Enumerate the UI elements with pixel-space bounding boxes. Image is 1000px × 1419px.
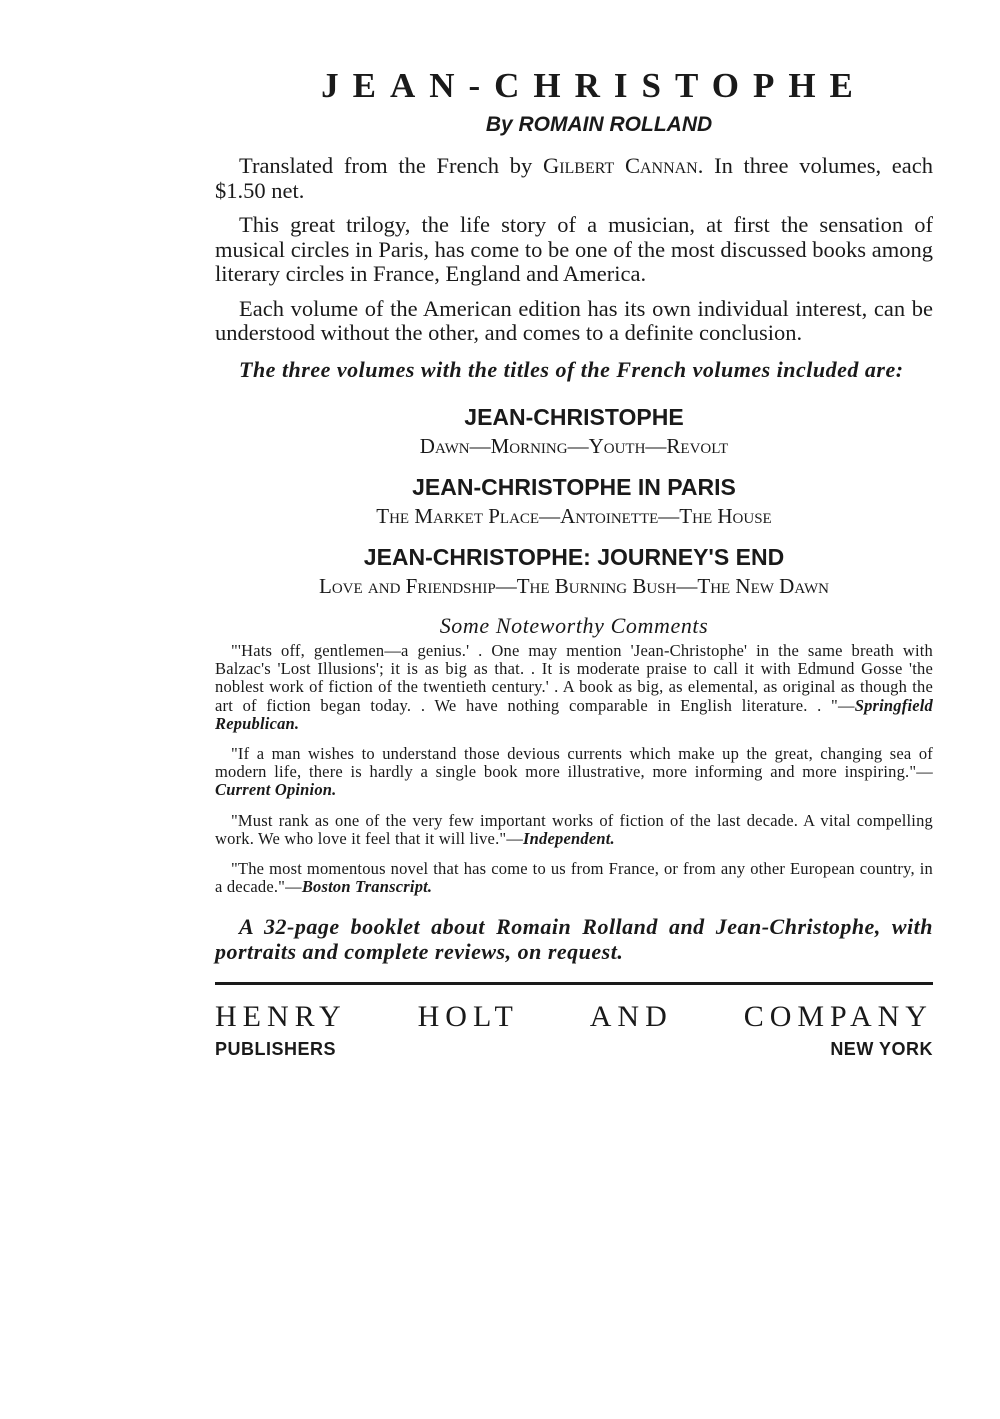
publisher-name	[215, 1001, 933, 1033]
advertisement-page	[215, 64, 933, 1060]
volume-2-title: JEAN-CHRISTOPHE IN PARIS	[412, 474, 736, 500]
quote-source: Boston Transcript.	[301, 877, 433, 897]
author-byline: By ROMAIN ROLLAND	[485, 113, 713, 136]
quote-independent	[215, 812, 933, 848]
volume-1-title: JEAN-CHRISTOPHE	[464, 404, 684, 430]
quote-text: "Must rank as one of the very few important works of fiction of the last decade. A vital compelling work. We who love it feel that it will live."—	[215, 810, 933, 848]
quote-source: Springfield Republican.	[215, 695, 933, 733]
quote-text: "'Hats off, gentlemen—a genius.' . One may mention 'Jean-Christophe' in the same breath with Balzac's 'Lost Illusions'; it is as big as that. . It is moderate praise to call it with Edmund Gosse 'the noblest work of fiction of the twentieth century.' . A book as big, as elemental, as original as though the art of fiction began today. . We have nothing comparable in English literature. . "—	[215, 641, 933, 715]
quote-text: "The most momentous novel that has come to us from France, or from any other European country, in a decade."—	[215, 859, 933, 897]
publisher-word: AND	[589, 1000, 673, 1034]
volume-1-subtitle: Dawn—Morning—Youth—Revolt	[419, 434, 729, 458]
quote-source: Independent.	[523, 828, 615, 848]
quote-boston	[215, 860, 933, 896]
publisher-word: COMPANY	[743, 1000, 933, 1034]
edition-description: Each volume of the American edition has its own individual interest, can be understood without the other, and comes to a definite conclusion.	[215, 295, 933, 345]
translation-suffix: In three volumes, each $1.50 net.	[215, 153, 934, 203]
volume-3-title: JEAN-CHRISTOPHE: JOURNEY'S END	[363, 544, 785, 570]
quote-springfield	[215, 642, 933, 733]
translation-note	[215, 154, 933, 203]
publisher-word: HENRY	[215, 1000, 347, 1034]
publisher-details	[215, 1039, 933, 1060]
volume-2-subtitle: The Market Place—Antoinette—The House	[376, 504, 772, 528]
divider-rule	[215, 982, 933, 985]
publishers-label: PUBLISHERS	[215, 1039, 337, 1060]
quote-current-opinion	[215, 745, 933, 800]
volume-3-subtitle: Love and Friendship—The Burning Bush—The New Dawn	[319, 574, 829, 598]
volumes-intro: The three volumes with the titles of the French volumes included are:	[239, 356, 904, 382]
translator-name: Gilbert Cannan.	[542, 153, 704, 178]
quote-source: Current Opinion.	[215, 780, 337, 800]
publisher-word: HOLT	[417, 1000, 519, 1034]
trilogy-description: This great trilogy, the life story of a musician, at first the sensation of musical circles in Paris, has come to be one of the most discussed books among literary circles in France, England and America.	[215, 212, 933, 286]
publisher-city: NEW YORK	[830, 1039, 933, 1060]
translation-prefix: Translated from the French by	[239, 153, 543, 178]
quote-text: "If a man wishes to understand those devious currents which make up the great, changing sea of modern life, there is hardly a single book more illustrative, more informing and more inspiring."—	[215, 744, 933, 782]
booklet-offer: A 32-page booklet about Romain Rolland and Jean-Christophe, with portraits and complete reviews, on request.	[215, 914, 933, 965]
book-title: JEAN-CHRISTOPHE	[321, 66, 867, 105]
comments-heading: Some Noteworthy Comments	[439, 613, 709, 638]
